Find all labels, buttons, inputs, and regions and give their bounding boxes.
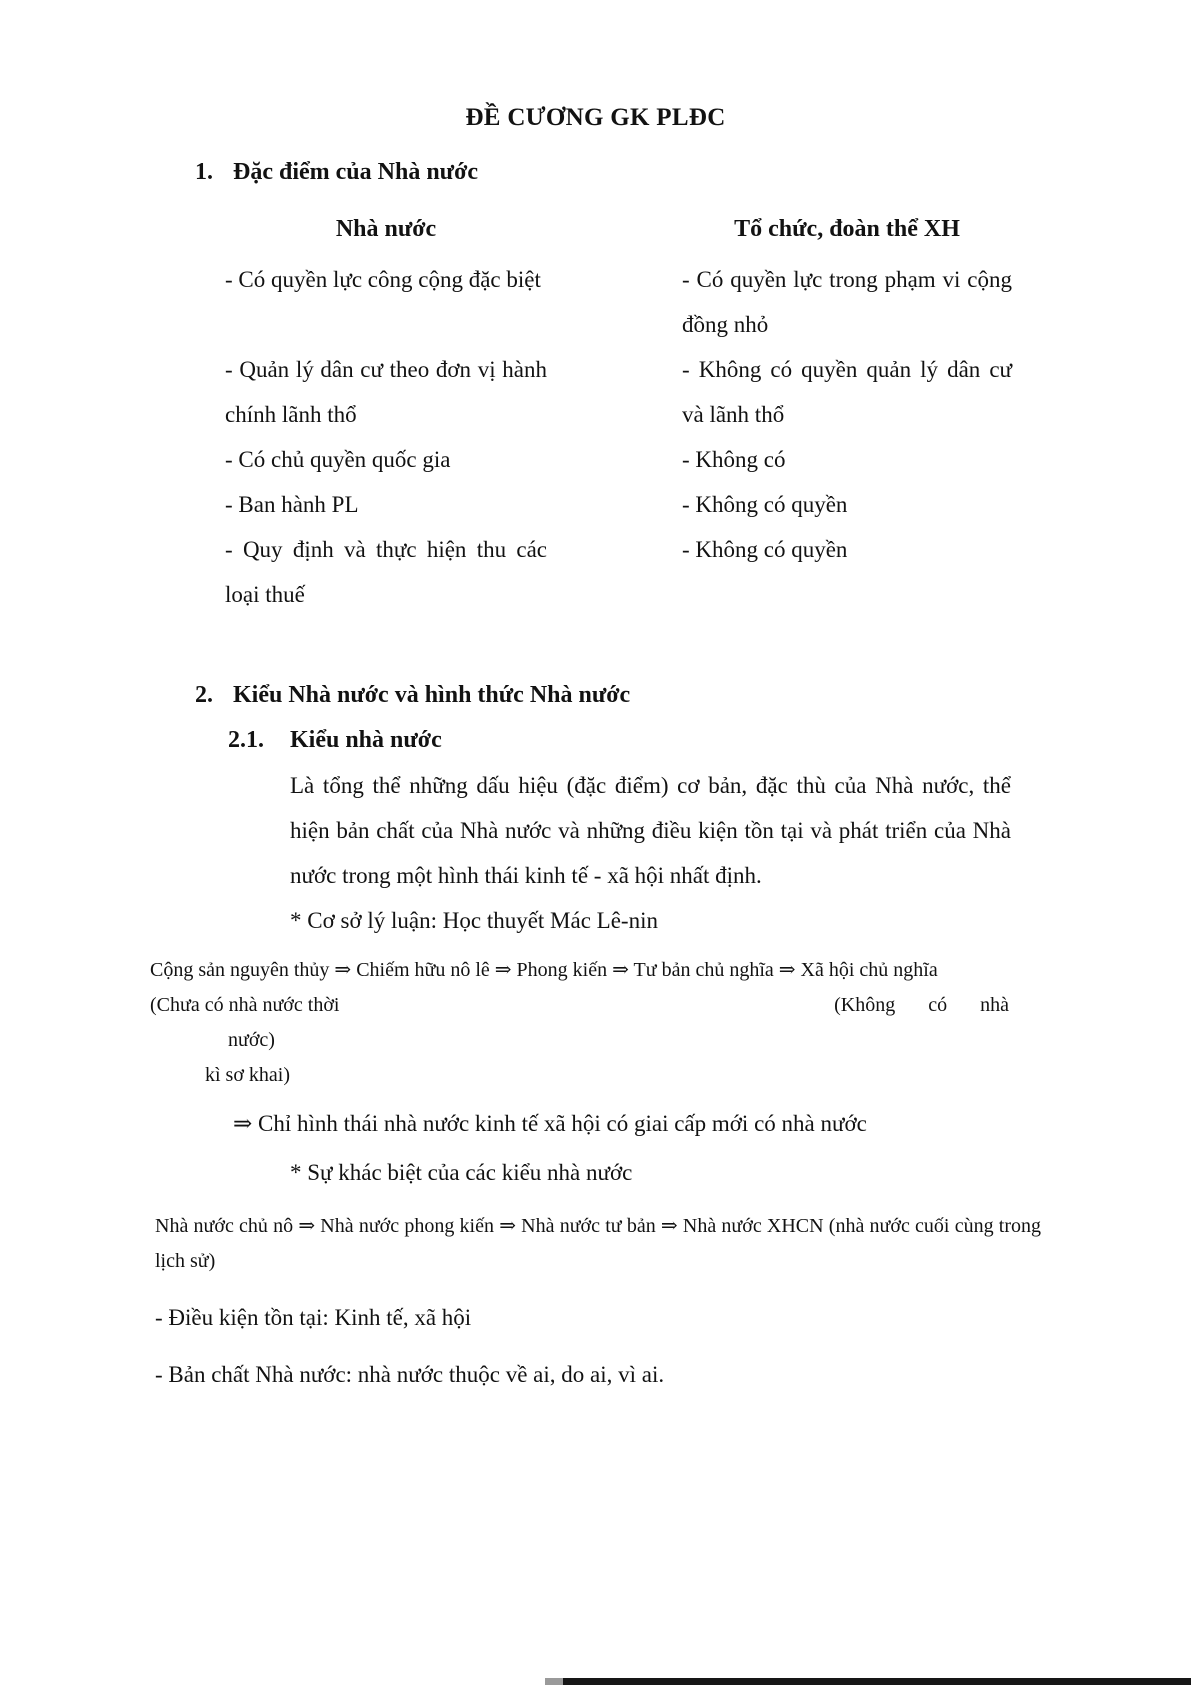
note-row [150, 988, 1041, 1023]
bottom-edge-black [563, 1678, 1191, 1685]
doc-title: ĐỀ CƯƠNG GK PLĐC [465, 104, 726, 131]
table-cell-right: - Không có quyền [682, 537, 848, 562]
section-1-heading [150, 150, 1041, 195]
table-cell-right: - Không có quyền quản lý dân cư và lãnh thổ [682, 357, 1012, 427]
table-row [150, 257, 1041, 347]
table-cell-left: - Có chủ quyền quốc gia [225, 447, 451, 472]
note-line-3: kì sơ khai) [205, 1064, 291, 1086]
table-row [150, 437, 1041, 482]
basis-line: * Cơ sở lý luận: Học thuyết Mác Lê-nin [290, 908, 658, 933]
table-row [150, 347, 1041, 437]
section-2-1-heading [150, 718, 1041, 763]
table-cell-left: - Có quyền lực công cộng đặc biệt [225, 267, 541, 292]
section-2-1-number: 2.1. [228, 727, 264, 753]
section-2-1-title: Kiểu nhà nước [290, 727, 442, 753]
timeline-line: Cộng sản nguyên thủy ⇒ Chiếm hữu nô lê ⇒ Phong kiến ⇒ Tư bản chủ nghĩa ⇒ Xã hội chủ nghĩa [150, 959, 938, 981]
section-2-heading [150, 673, 1041, 718]
note-left: (Chưa có nhà nước thời [150, 994, 340, 1016]
table-cell-right: - Không có [682, 447, 786, 472]
note-right: (Không có nhà [834, 994, 1009, 1016]
table-header-right: Tổ chức, đoàn thể XH [734, 216, 960, 242]
definition-paragraph: Là tổng thể những dấu hiệu (đặc điểm) cơ bản, đặc thù của Nhà nước, thể hiện bản chất của Nhà nước và những điều kiện tồn tại và phát triển của Nhà nước trong một hình thái kinh tế - xã hội nhất định. [290, 773, 1011, 888]
conclusion-line: ⇒ Chỉ hình thái nhà nước kinh tế xã hội có giai cấp mới có nhà nước [233, 1111, 867, 1136]
section-2-number: 2. [195, 682, 213, 708]
table-cell-right: - Không có quyền [682, 492, 848, 517]
bottom-edge-bar [0, 1678, 1191, 1685]
table-cell-right: - Có quyền lực trong phạm vi cộng đồng nhỏ [682, 267, 1012, 337]
table-cell-left: - Quy định và thực hiện thu các loại thuế [225, 537, 547, 607]
table-row [150, 527, 1041, 617]
table-header-left: Nhà nước [335, 216, 437, 242]
table-cell-left: - Ban hành PL [225, 492, 359, 517]
comparison-table [150, 207, 1041, 617]
table-cell-left: - Quản lý dân cư theo đơn vị hành chính lãnh thổ [225, 357, 547, 427]
table-row [150, 482, 1041, 527]
bottom-edge-gray [545, 1678, 563, 1685]
condition-line: - Điều kiện tồn tại: Kinh tế, xã hội [155, 1305, 472, 1330]
table-header-row [150, 207, 1041, 252]
nature-line: - Bản chất Nhà nước: nhà nước thuộc về ai, do ai, vì ai. [155, 1362, 665, 1387]
difference-line: * Sự khác biệt của các kiểu nhà nước [290, 1160, 633, 1185]
section-1-title: Đặc điểm của Nhà nước [233, 159, 479, 185]
section-1-number: 1. [195, 159, 213, 185]
sequence-line: Nhà nước chủ nô ⇒ Nhà nước phong kiến ⇒ Nhà nước tư bản ⇒ Nhà nước XHCN (nhà nước cuối cùng trong lịch sử) [155, 1215, 1041, 1272]
note-line-2: nước) [228, 1029, 275, 1051]
section-2-title: Kiểu Nhà nước và hình thức Nhà nước [233, 682, 631, 708]
